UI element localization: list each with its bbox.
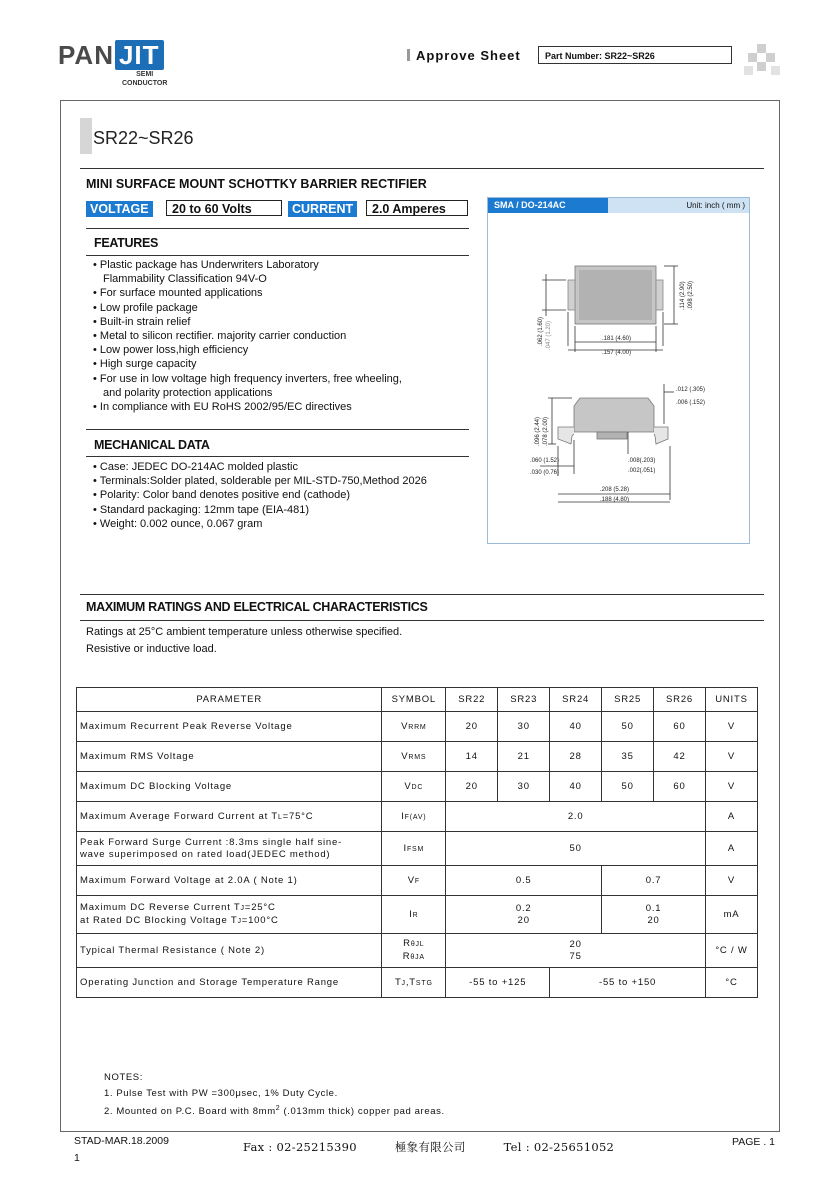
param-cell: Operating Junction and Storage Temperature Range	[77, 968, 382, 998]
logo-subtitle	[122, 70, 167, 88]
unit-cell: °C / W	[705, 934, 757, 968]
value-cell: 28	[550, 742, 602, 772]
header-symbol: SYMBOL	[382, 688, 446, 712]
value-cell: 50	[602, 712, 654, 742]
ratings-bottom-line	[80, 620, 764, 621]
table-row	[77, 968, 758, 998]
value-cell: 20 75	[446, 934, 706, 968]
param-cell: Maximum Forward Voltage at 2.0A ( Note 1)	[77, 866, 382, 896]
param-cell: Peak Forward Surge Current :8.3ms single half sine- wave superimposed on rated load(JEDEC method)	[77, 832, 382, 866]
note-2: 2. Mounted on P.C. Board with $8mm^2$ (.013mm thick) copper pad areas.	[104, 1105, 445, 1118]
mech-item: • Polarity: Color band denotes positive end (cathode)	[93, 489, 351, 502]
approve-sheet-text: Approve Sheet	[416, 48, 521, 63]
mech-item: • Weight: 0.002 ounce, 0.067 gram	[93, 517, 263, 530]
mech-bottom-line	[86, 456, 469, 457]
feature-item: and polarity protection applications	[103, 386, 273, 399]
table-row	[77, 866, 758, 896]
footer-fax: Fax : 02-25215390	[243, 1140, 357, 1154]
dim-h2: .098 (2.50)	[688, 280, 694, 310]
header-sr25: SR25	[602, 688, 654, 712]
param-cell: Maximum Recurrent Peak Reverse Voltage	[77, 712, 382, 742]
feature-item: • For surface mounted applications	[93, 287, 263, 300]
unit-cell: mA	[705, 896, 757, 934]
notes	[104, 1070, 445, 1120]
features-top-line	[86, 228, 469, 229]
feature-item: • Built-in strain relief	[93, 315, 191, 328]
value-cell: 0.2 20	[446, 896, 602, 934]
symbol-cell: TJ,TSTG	[382, 968, 446, 998]
ratings-heading: MAXIMUM RATINGS AND ELECTRICAL CHARACTERISTICS	[86, 600, 428, 614]
value-cell: 2.0	[446, 802, 706, 832]
dim-s1: .096 (2.44)	[535, 416, 541, 446]
package-unit: Unit: inch ( mm )	[686, 201, 745, 210]
dim-p2: .002(.051)	[628, 468, 656, 474]
value-cell: 0.5	[446, 866, 602, 896]
feature-item: • In compliance with EU RoHS 2002/95/EC directives	[93, 401, 352, 414]
value-cell: 20	[446, 772, 498, 802]
unit-cell: A	[705, 832, 757, 866]
ratings-table	[76, 687, 758, 998]
dim-s2: .078 (2.00)	[543, 416, 549, 446]
value-cell: 14	[446, 742, 498, 772]
features-heading: FEATURES	[94, 236, 159, 250]
param-cell: Maximum DC Reverse Current TJ=25°C at Rated DC Blocking Voltage TJ=100°C	[77, 896, 382, 934]
value-cell: 0.7	[602, 866, 706, 896]
product-subtitle: MINI SURFACE MOUNT SCHOTTKY BARRIER RECTIFIER	[86, 177, 427, 191]
ratings-note-1: Ratings at 25°C ambient temperature unless otherwise specified.	[86, 626, 403, 638]
dim-v2: .047 (1.20)	[546, 320, 552, 350]
table-row	[77, 832, 758, 866]
current-value: 2.0 Amperes	[366, 200, 468, 216]
dim-w2: .157 (4.00)	[602, 350, 632, 356]
table-row	[77, 896, 758, 934]
value-cell: -55 to +125	[446, 968, 550, 998]
features-list	[93, 258, 402, 414]
feature-item: • Plastic package has Underwriters Laboratory	[93, 259, 319, 271]
param-cell: Maximum Average Forward Current at TL=75°C	[77, 802, 382, 832]
value-cell: 35	[602, 742, 654, 772]
value-cell: 50	[602, 772, 654, 802]
dim-t2: .006 (.152)	[676, 400, 706, 406]
unit-cell: V	[705, 772, 757, 802]
table-row	[77, 934, 758, 968]
logo	[58, 40, 164, 71]
value-cell: -55 to +150	[550, 968, 706, 998]
header-sr24: SR24	[550, 688, 602, 712]
value-cell: 42	[654, 742, 706, 772]
package-outline-drawing	[488, 214, 749, 543]
dim-t1: .012 (.305)	[676, 387, 706, 393]
feature-item: • High surge capacity	[93, 358, 197, 371]
table-header-row	[77, 688, 758, 712]
header-sr22: SR22	[446, 688, 498, 712]
header-units: UNITS	[705, 688, 757, 712]
value-cell: 40	[550, 772, 602, 802]
symbol-cell: IF(AV)	[382, 802, 446, 832]
dim-v1: .062 (1.60)	[538, 316, 544, 346]
param-cell: Typical Thermal Resistance ( Note 2)	[77, 934, 382, 968]
logo-main: PAN	[58, 40, 114, 70]
ratings-top-line	[80, 594, 764, 595]
symbol-cell: IFSM	[382, 832, 446, 866]
dim-p1: .008(.203)	[628, 458, 656, 464]
voltage-label: VOLTAGE	[86, 201, 153, 217]
feature-item: • Metal to silicon rectifier. majority carrier conduction	[93, 330, 347, 343]
logo-sub-conductor: CONDUCTOR	[122, 80, 168, 87]
unit-cell: V	[705, 742, 757, 772]
header-parameter: PARAMETER	[77, 688, 382, 712]
mech-item: • Standard packaging: 12mm tape (EIA-481)	[93, 503, 310, 516]
unit-cell: A	[705, 802, 757, 832]
feature-item: Flammability Classification 94V-O	[103, 273, 267, 286]
table-row	[77, 712, 758, 742]
features-bottom-line	[86, 255, 469, 256]
unit-cell: V	[705, 712, 757, 742]
feature-item: • Low power loss,high efficiency	[93, 344, 249, 357]
mechanical-list	[93, 460, 427, 531]
ratings-note-2: Resistive or inductive load.	[86, 643, 217, 655]
feature-item: • Low profile package	[93, 301, 198, 314]
symbol-cell: VRRM	[382, 712, 446, 742]
current-label: CURRENT	[288, 201, 357, 217]
unit-cell: °C	[705, 968, 757, 998]
page-number: PAGE . 1	[732, 1136, 775, 1148]
value-cell: 30	[498, 712, 550, 742]
dim-b2: .188 (4.80)	[600, 497, 630, 503]
dim-w1: .181 (4.60)	[602, 336, 632, 342]
approve-sheet-label	[407, 48, 521, 63]
value-cell: 20	[446, 712, 498, 742]
param-cell: Maximum DC Blocking Voltage	[77, 772, 382, 802]
param-cell: Maximum RMS Voltage	[77, 742, 382, 772]
value-cell: 60	[654, 712, 706, 742]
dim-l2: .030 (0.76)	[530, 470, 560, 476]
logo-sub-semi: SEMI	[136, 71, 154, 78]
symbol-cell: IR	[382, 896, 446, 934]
footer-contact	[243, 1139, 614, 1155]
title-accent	[80, 118, 92, 154]
title-divider	[80, 168, 764, 169]
package-tag: SMA / DO-214AC	[488, 198, 608, 213]
notes-title: NOTES:	[104, 1072, 143, 1083]
table-row	[77, 772, 758, 802]
table-row	[77, 742, 758, 772]
symbol-cell: VF	[382, 866, 446, 896]
feature-item: • For use in low voltage high frequency inverters, free wheeling,	[93, 372, 402, 385]
checker-decoration-icon	[744, 44, 780, 80]
value-cell: 50	[446, 832, 706, 866]
value-cell: 0.1 20	[602, 896, 706, 934]
logo-accent: JIT	[115, 40, 164, 70]
part-number-box: Part Number: SR22~SR26	[538, 46, 732, 64]
header-sr26: SR26	[654, 688, 706, 712]
mech-item: • Case: JEDEC DO-214AC molded plastic	[93, 461, 298, 473]
header-sr23: SR23	[498, 688, 550, 712]
value-cell: 21	[498, 742, 550, 772]
symbol-cell: VRMS	[382, 742, 446, 772]
symbol-cell: RθJL RθJA	[382, 934, 446, 968]
unit-cell: V	[705, 866, 757, 896]
page-number-small: 1	[74, 1152, 80, 1164]
footer-tel: Tel : 02-25651052	[503, 1140, 615, 1154]
value-cell: 60	[654, 772, 706, 802]
value-cell: 30	[498, 772, 550, 802]
mechanical-heading: MECHANICAL DATA	[94, 438, 210, 452]
symbol-cell: VDC	[382, 772, 446, 802]
table-row	[77, 802, 758, 832]
value-cell: 40	[550, 712, 602, 742]
dim-b1: .208 (5.28)	[600, 487, 630, 493]
voltage-value: 20 to 60 Volts	[166, 200, 282, 216]
dim-l1: .060 (1.52)	[530, 458, 560, 464]
note-1: 1. Pulse Test with PW =300μsec, 1% Duty Cycle.	[104, 1087, 338, 1099]
footer-company: 極象有限公司	[394, 1140, 466, 1154]
page-title: SR22~SR26	[93, 128, 194, 148]
approve-bar-icon	[407, 49, 410, 61]
mech-top-line	[86, 429, 469, 430]
doc-code: STAD-MAR.18.2009	[74, 1135, 169, 1147]
mech-item: • Terminals:Solder plated, solderable per MIL-STD-750,Method 2026	[93, 475, 427, 488]
dim-h1: .114 (2.90)	[680, 281, 686, 310]
